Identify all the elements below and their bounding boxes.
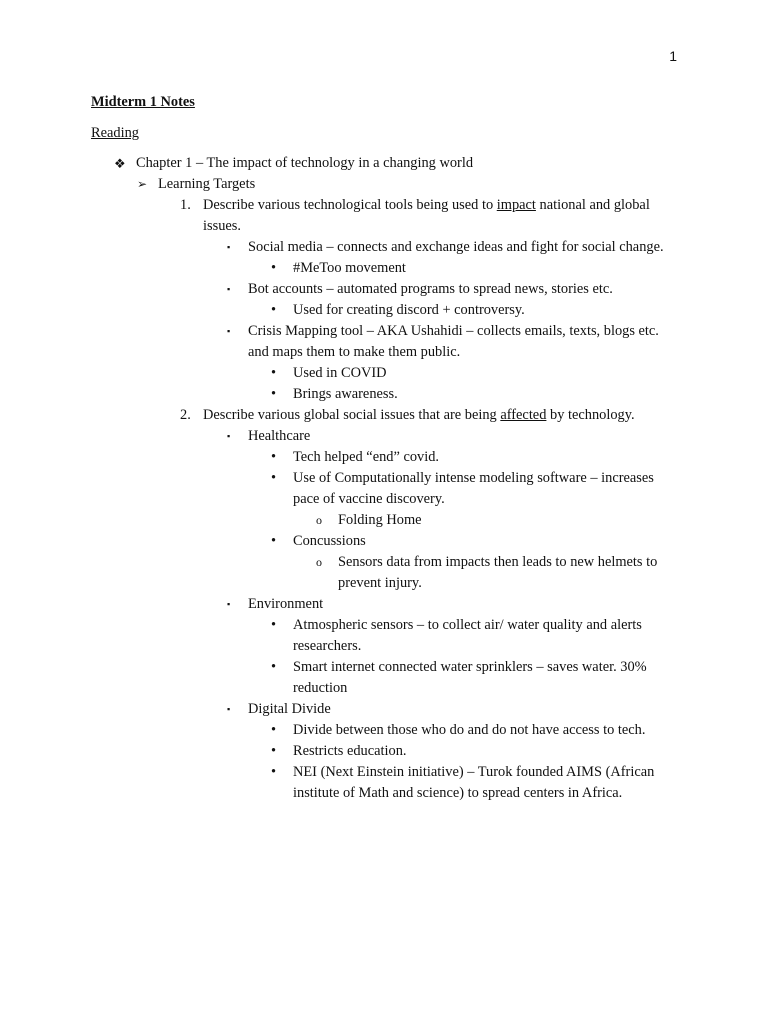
notes-outline	[0, 153, 768, 804]
outline-item-level-6	[0, 510, 678, 531]
bullet-marker: ➢	[137, 177, 148, 191]
outline-item-level-3	[0, 405, 673, 426]
outline-item-level-5	[0, 762, 678, 804]
bullet-marker: ▪	[227, 704, 231, 714]
bullet-marker: ❖	[114, 156, 126, 171]
bullet-marker: 2.	[180, 407, 191, 423]
bullet-marker: ▪	[227, 284, 231, 294]
outline-text: Digital Divide	[248, 701, 331, 717]
outline-text: Healthcare	[248, 428, 311, 444]
outline-text: Concussions	[293, 533, 366, 549]
bullet-marker: •	[271, 365, 277, 381]
outline-item-level-1	[0, 153, 676, 174]
outline-item-level-5	[0, 615, 678, 657]
outline-text: NEI (Next Einstein initiative) – Turok founded AIMS (African institute of Math and science) to spread centers in Africa.	[293, 764, 655, 801]
outline-item-level-4	[0, 237, 673, 258]
outline-item-level-4	[0, 699, 673, 720]
outline-text: Used in COVID	[293, 365, 387, 381]
bullet-marker: •	[271, 449, 277, 465]
document-title: Midterm 1 Notes	[91, 94, 195, 110]
outline-text: Restricts education.	[293, 743, 407, 759]
outline-item-level-4	[0, 279, 673, 300]
bullet-marker: •	[271, 743, 277, 759]
outline-item-level-4	[0, 321, 673, 363]
outline-text: #MeToo movement	[293, 260, 406, 276]
bullet-marker: •	[271, 617, 277, 633]
bullet-marker: •	[271, 260, 277, 276]
outline-item-level-3	[0, 195, 673, 237]
outline-text: Sensors data from impacts then leads to new helmets to prevent injury.	[338, 554, 658, 591]
outline-item-level-5	[0, 657, 678, 699]
outline-text: Used for creating discord + controversy.	[293, 302, 525, 318]
bullet-marker: ▪	[227, 242, 231, 252]
outline-item-level-4	[0, 426, 673, 447]
bullet-marker: ▪	[227, 431, 231, 441]
bullet-marker: •	[271, 302, 277, 318]
outline-text: Tech helped “end” covid.	[293, 449, 440, 465]
outline-item-level-5	[0, 384, 678, 405]
underlined-term: impact	[496, 197, 536, 213]
outline-item-level-2	[0, 174, 678, 195]
outline-text: Learning Targets	[158, 176, 256, 192]
outline-item-level-5	[0, 258, 678, 279]
outline-text: Brings awareness.	[293, 386, 398, 402]
bullet-marker: •	[271, 659, 277, 675]
underlined-term: affected	[500, 407, 547, 423]
page-number: 1	[669, 48, 677, 64]
outline-text: Bot accounts – automated programs to spread news, stories etc.	[248, 281, 613, 297]
outline-item-level-6	[0, 552, 678, 594]
outline-text: Environment	[248, 596, 324, 612]
outline-item-level-5	[0, 531, 678, 552]
bullet-marker: •	[271, 470, 277, 486]
outline-text: Smart internet connected water sprinklers – saves water. 30% reduction	[293, 659, 647, 696]
bullet-marker: o	[316, 513, 322, 527]
outline-text: Folding Home	[338, 512, 422, 528]
outline-text: national and global issues.	[203, 197, 650, 234]
outline-text: Atmospheric sensors – to collect air/ water quality and alerts researchers.	[293, 617, 642, 654]
outline-text: by technology.	[546, 407, 635, 423]
bullet-marker: •	[271, 386, 277, 402]
outline-item-level-5	[0, 363, 678, 384]
outline-item-level-4	[0, 594, 673, 615]
outline-text: Chapter 1 – The impact of technology in a changing world	[136, 155, 474, 171]
bullet-marker: ▪	[227, 599, 231, 609]
outline-text: Describe various technological tools being used to	[203, 197, 497, 213]
bullet-marker: ▪	[227, 326, 231, 336]
bullet-marker: •	[271, 533, 277, 549]
outline-text: Crisis Mapping tool – AKA Ushahidi – collects emails, texts, blogs etc. and maps them to make them public.	[248, 323, 659, 360]
outline-text: Use of Computationally intense modeling software – increases pace of vaccine discovery.	[293, 470, 654, 507]
outline-item-level-5	[0, 468, 678, 510]
bullet-marker: 1.	[180, 197, 191, 213]
bullet-marker: o	[316, 555, 322, 569]
outline-item-level-5	[0, 720, 678, 741]
bullet-marker: •	[271, 764, 277, 780]
outline-item-level-5	[0, 741, 678, 762]
outline-item-level-5	[0, 300, 678, 321]
outline-text: Describe various global social issues that are being	[203, 407, 501, 423]
bullet-marker: •	[271, 722, 277, 738]
outline-text: Divide between those who do and do not have access to tech.	[293, 722, 646, 738]
outline-item-level-5	[0, 447, 678, 468]
section-heading: Reading	[91, 125, 139, 141]
outline-text: Social media – connects and exchange ideas and fight for social change.	[248, 239, 664, 255]
